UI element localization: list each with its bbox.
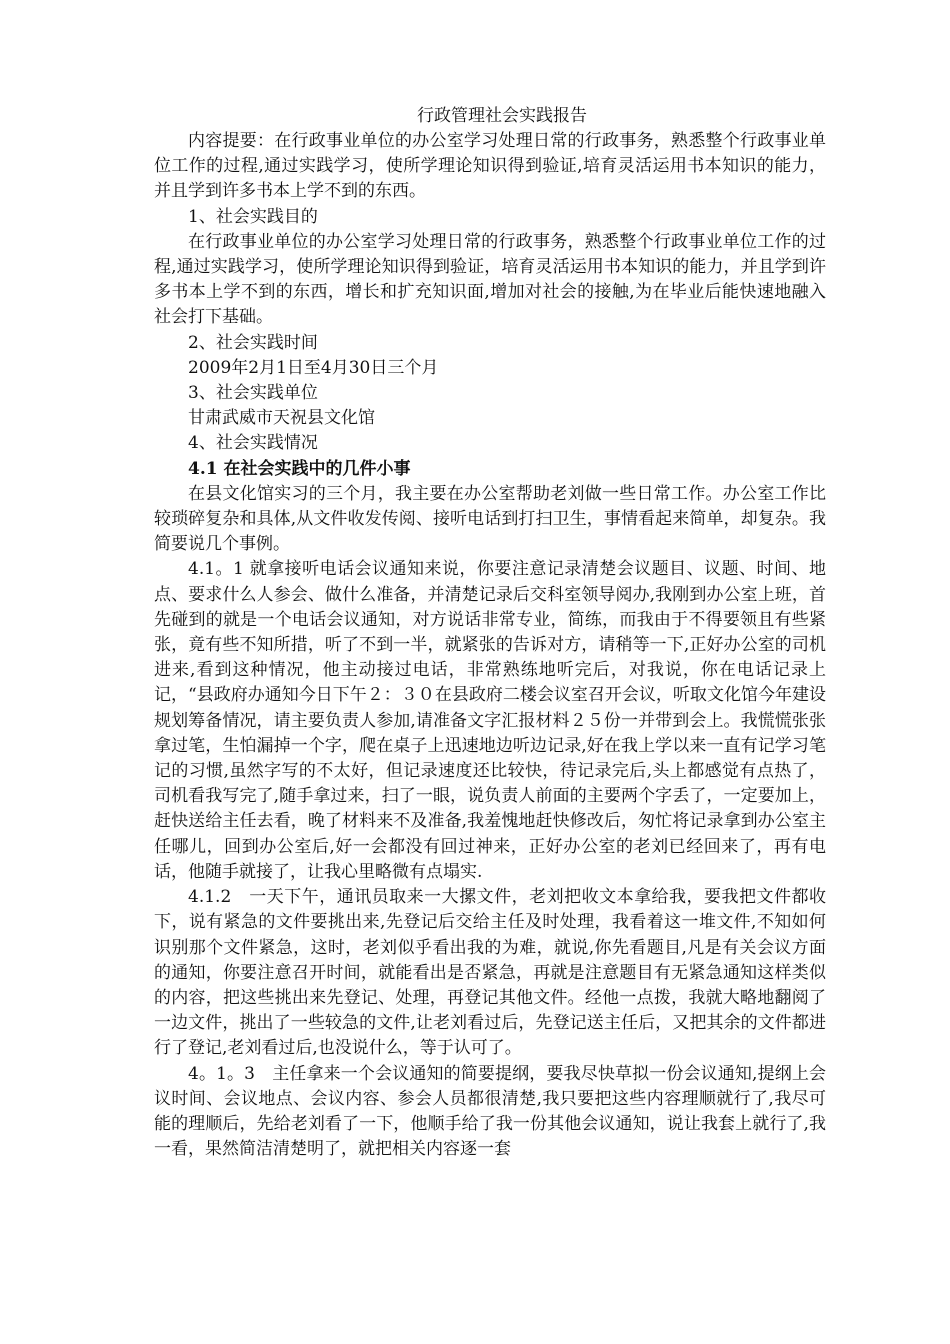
section-4-1-heading: 4.1 在社会实践中的几件小事 (188, 458, 411, 479)
section-4-1-1-paragraph: 4.1。1 就拿接听电话会议通知来说，你要注意记录清楚会议题目、议题、时间、地点、要求什么人参会、做什么准备，并清楚记录后交科室领导阅办,我刚到办公室上班，首先碰到的就是一个电话会议通知，对方说话非常专业，简练，而我由于不得要领且有些紧张，竟有些不知所措，听了不到一半，就紧张的告诉对方，请稍等一下,正好办公室的司机进来,看到这种情况，他主动接过电话，非常熟练地听完后，对我说，你在电话记录上记，“县政府办通知今日下午２：３０在县政府二楼会议室召开会议，听取文化馆今年建设规划筹备情况，请主要负责人参加,请准备文字汇报材料２５份一并带到会上。我慌慌张张拿过笔，生怕漏掉一个字，爬在桌子上迅速地边听边记录,好在我上学以来一直有记学习笔记的习惯,虽然字写的不太好，但记录速度还比较快，待记录完后,头上都感觉有点热了，司机看我写完了,随手拿过来，扫了一眼，说负责人前面的主要两个字丢了，一定要加上，赶快送给主任去看，晚了材料来不及准备,我羞愧地赶快修改后，匆忙将记录拿到办公室主任哪儿，回到办公室后,好一会都没有回过神来，正好办公室的老刘已经回来了，再有电话，他随手就接了，让我心里略微有点塌实. (154, 559, 826, 882)
section-1-body: 在行政事业单位的办公室学习处理日常的行政事务，熟悉整个行政事业单位工作的过程,通过实践学习，使所学理论知识得到验证，培育灵活运用书本知识的能力，并且学到许多书本上学不到的东西，增长和扩充知识面,增加对社会的接触,为在毕业后能快速地融入社会打下基础。 (154, 231, 826, 328)
section-4-1-2-paragraph: 4.1.2 一天下午，通讯员取来一大摞文件，老刘把收文本拿给我，要我把文件都收下，说有紧急的文件要挑出来,先登记后交给主任及时处理，我看着这一堆文件,不知如何识别那个文件紧急，这时，老刘似乎看出我的为难，就说,你先看题目,凡是有关会议方面的通知，你要注意召开时间，就能看出是否紧急，再就是注意题目有无紧急通知这样类似的内容，把这些挑出来先登记、处理，再登记其他文件。经他一点拨，我就大略地翻阅了一边文件，挑出了一些较急的文件,让老刘看过后，先登记送主任后，又把其余的文件都进行了登记,老刘看过后,也没说什么，等于认可了。 (154, 887, 826, 1059)
summary-paragraph: 内容提要：在行政事业单位的办公室学习处理日常的行政事务，熟悉整个行政事业单位工作的过程,通过实践学习，使所学理论知识得到验证,培育灵活运用书本知识的能力，并且学到许多书本上学不到的东西。 (154, 131, 826, 202)
section-4-heading: 4、社会实践情况 (188, 433, 318, 454)
section-2-heading: 2、社会实践时间 (188, 332, 318, 353)
section-3-heading: 3、社会实践单位 (188, 383, 318, 404)
section-4-1-3-paragraph: 4。1。3 主任拿来一个会议通知的简要提纲，要我尽快草拟一份会议通知,提纲上会议时间、会议地点、会议内容、参会人员都很清楚,我只要把这些内容理顺就行了,我尽可能的理顺后，先给老刘看了一下，他顺手给了我一份其他会议通知，说让我套上就行了,我一看，果然简洁清楚明了，就把相关内容逐一套 (154, 1063, 826, 1160)
section-3-body: 甘肃武威市天祝县文化馆 (188, 408, 375, 429)
section-1-heading: 1、社会实践目的 (188, 206, 318, 227)
section-4-1-intro: 在县文化馆实习的三个月，我主要在办公室帮助老刘做一些日常工作。办公室工作比较琐碎复杂和具体,从文件收发传阅、接听电话到打扫卫生，事情看起来简单，却复杂。我简要说几个事例。 (154, 483, 826, 555)
section-2-body: 2009年2月1日至4月30日三个月 (188, 357, 439, 378)
document-title: 行政管理社会实践报告 (417, 106, 587, 126)
